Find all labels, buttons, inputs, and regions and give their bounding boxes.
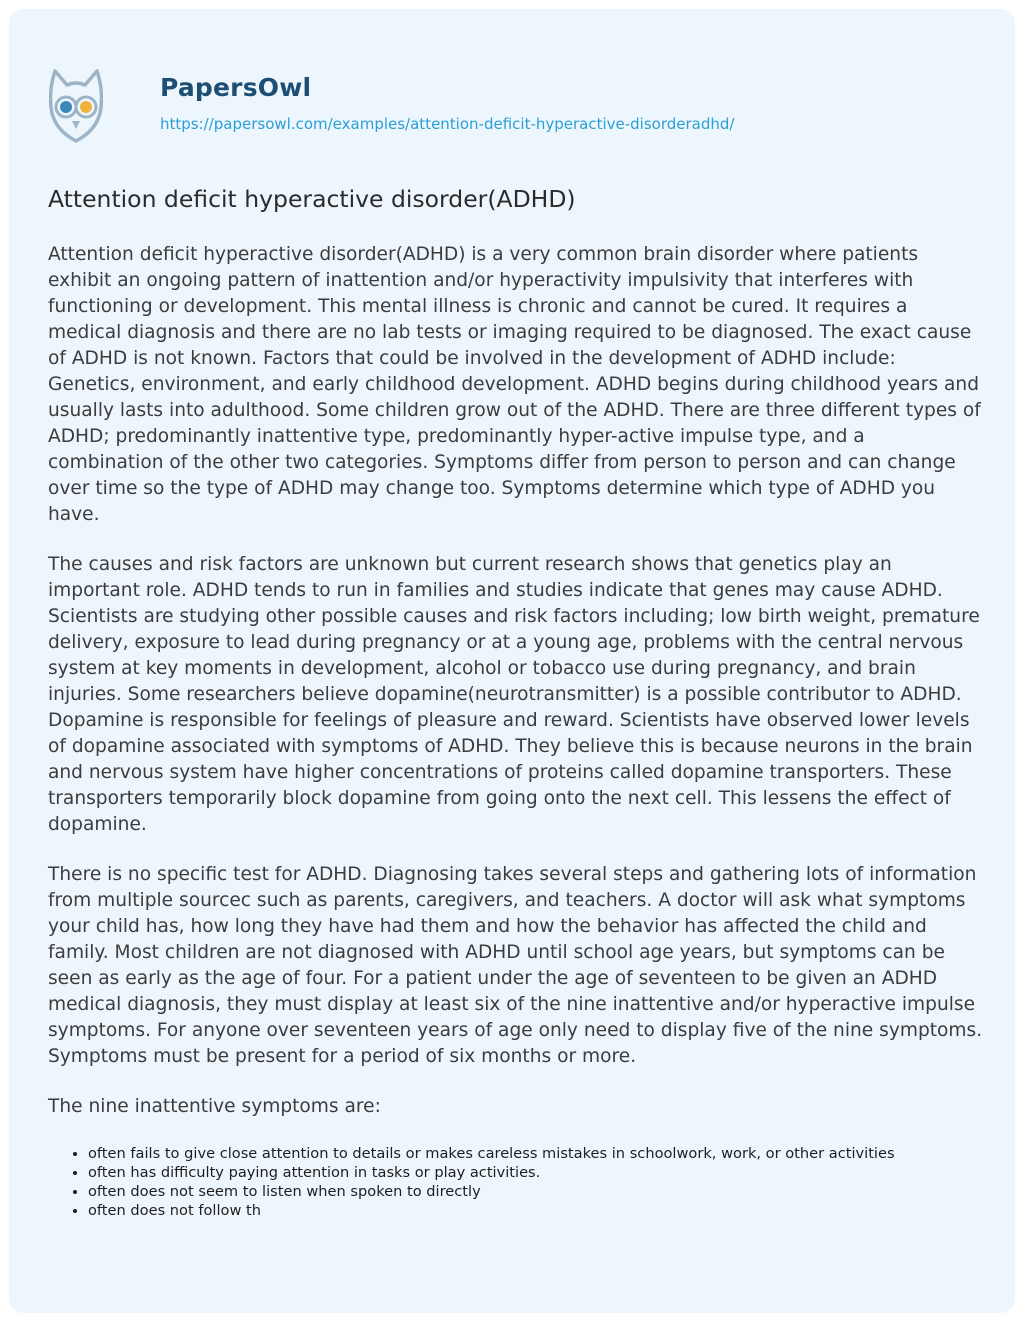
paragraph: There is no specific test for ADHD. Diagnosing takes several steps and gathering lots of information from multiple sourcec such as parents, caregivers, and teachers. A doctor will ask what symptoms your child has, how long they have had them and how the behavior has affected the child and family. Most children are not diagnosed with ADHD until school age years, but symptoms can be seen as early as the age of four. For a patient under the age of seventeen to be given an ADHD medical diagnosis, they must display at least six of the nine inattentive and/or hyperactive impulse symptoms. For anyone over seventeen years of age only need to display five of the nine symptoms. Symptoms must be present for a period of six months or more.: [48, 864, 983, 1067]
document-card: [9, 9, 1015, 1313]
papersowl-logo-icon: [49, 67, 103, 145]
paragraph: The nine inattentive symptoms are:: [48, 1096, 381, 1117]
list-item: • often does not follow th: [88, 1201, 983, 1220]
paragraph: Attention deficit hyperactive disorder(ADHD) is a very common brain disorder where patients exhibit an ongoing pattern of inattention and/or hyperactivity impulsivity that interferes with functioning or development. This mental illness is chronic and cannot be cured. It requires a medical diagnosis and there are no lab tests or imaging required to be diagnosed. The exact cause of ADHD is not known. Factors that could be involved in the development of ADHD include: Genetics, environment, and early childhood development. ADHD begins during childhood years and usually lasts into adulthood. Some children grow out of the ADHD. There are three different types of ADHD; predominantly inattentive type, predominantly hyper-active impulse type, and a combination of the other two categories. Symptoms differ from person to person and can change over time so the type of ADHD may change too. Symptoms determine which type of ADHD you have.: [48, 244, 981, 525]
paragraph: The causes and risk factors are unknown but current research shows that genetics play an important role. ADHD tends to run in families and studies indicate that genes may cause ADHD. Scientists are studying other possible causes and risk factors including; low birth weight, premature delivery, exposure to lead during pregnancy or at a young age, problems with the central nervous system at key moments in development, alcohol or tobacco use during pregnancy, and brain injuries. Some researchers believe dopamine(neurotransmitter) is a possible contributor to ADHD. Dopamine is responsible for feelings of pleasure and reward. Scientists have observed lower levels of dopamine associated with symptoms of ADHD. They believe this is because neurons in the brain and nervous system have higher concentrations of proteins called dopamine transporters. These transporters temporarily block dopamine from going onto the next cell. This lessens the effect of dopamine.: [48, 554, 980, 835]
source-url-link[interactable]: https://papersowl.com/examples/attention-deficit-hyperactive-disorderadhd/: [160, 115, 735, 133]
document-body: [48, 242, 983, 1220]
brand-name: PapersOwl: [160, 73, 312, 102]
symptom-list: [48, 1144, 983, 1220]
document-title: Attention deficit hyperactive disorder(ADHD): [48, 185, 576, 213]
list-item: • often has difficulty paying attention in tasks or play activities.: [88, 1163, 983, 1182]
list-item: • often fails to give close attention to details or makes careless mistakes in schoolwork, work, or other activities: [88, 1144, 983, 1163]
list-item: • often does not seem to listen when spoken to directly: [88, 1182, 983, 1201]
